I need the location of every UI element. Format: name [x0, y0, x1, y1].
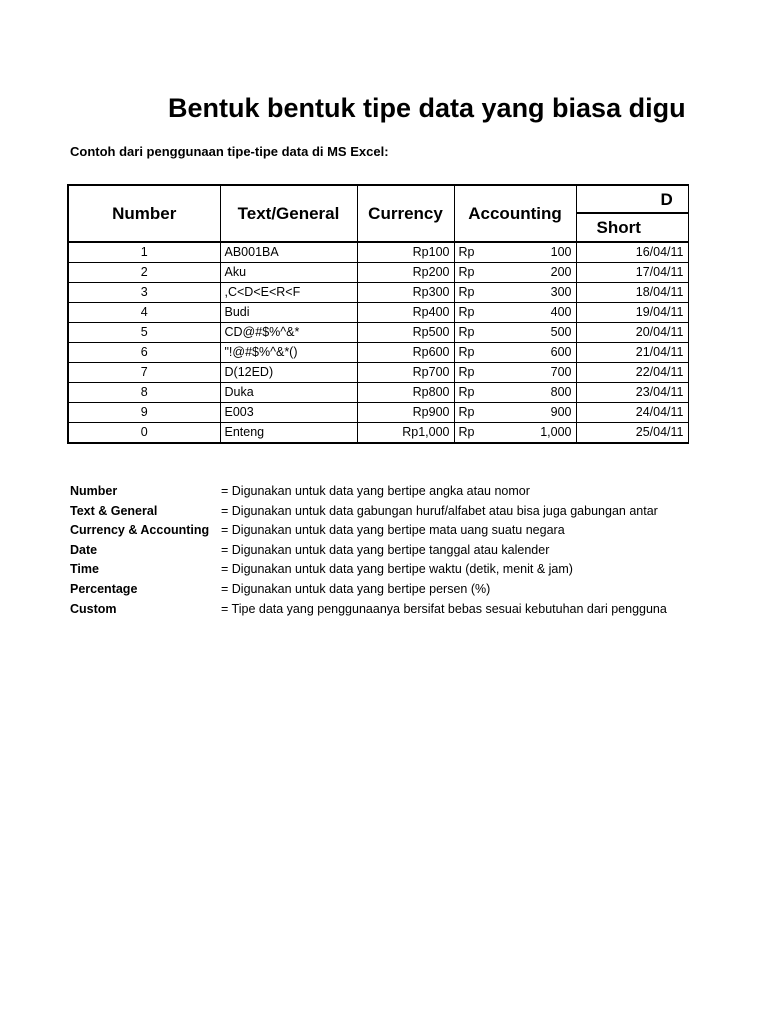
- cell-text: AB001BA: [220, 242, 357, 263]
- legend-description: = Digunakan untuk data gabungan huruf/alfabet atau bisa juga gabungan antar: [221, 503, 658, 518]
- accounting-symbol: Rp: [458, 325, 475, 339]
- cell-text: CD@#$%^&*: [220, 323, 357, 343]
- table-row: [68, 363, 688, 383]
- cell-number: 5: [68, 323, 220, 343]
- cell-text: D(12ED): [220, 363, 357, 383]
- cell-accounting: [454, 423, 576, 444]
- cell-text: "!@#$%^&*(): [220, 343, 357, 363]
- legend-term: Currency & Accounting: [70, 523, 210, 538]
- accounting-symbol: Rp: [458, 365, 475, 379]
- cell-date-short: 21/04/11: [576, 343, 688, 363]
- cell-currency: Rp1,000: [357, 423, 454, 444]
- table-row: [68, 303, 688, 323]
- cell-text: ,C<D<E<R<F: [220, 283, 357, 303]
- accounting-value: 300: [550, 285, 572, 299]
- table-body: [68, 242, 688, 443]
- header-number: Number: [68, 185, 220, 242]
- legend-row: [70, 541, 663, 561]
- accounting-symbol: Rp: [458, 245, 475, 259]
- data-type-table-viewport: [67, 184, 684, 446]
- accounting-symbol: Rp: [458, 385, 475, 399]
- cell-accounting: [454, 283, 576, 303]
- cell-currency: Rp700: [357, 363, 454, 383]
- page-title: Bentuk bentuk tipe data yang biasa digu: [168, 93, 686, 123]
- legend-row: [70, 482, 663, 502]
- legend-row: [70, 600, 667, 620]
- accounting-symbol: Rp: [458, 285, 475, 299]
- cell-accounting: [454, 303, 576, 323]
- cell-date-short: 23/04/11: [576, 383, 688, 403]
- accounting-value: 100: [550, 245, 572, 259]
- accounting-value: 700: [550, 365, 572, 379]
- accounting-value: 1,000: [540, 425, 572, 439]
- accounting-value: 900: [550, 405, 572, 419]
- legend-term: Number: [70, 484, 118, 498]
- cell-currency: Rp100: [357, 242, 454, 263]
- legend-row: [70, 521, 663, 541]
- cell-number: 6: [68, 343, 220, 363]
- table-row: [68, 423, 688, 444]
- accounting-symbol: Rp: [458, 405, 475, 419]
- header-text-general: Text/General: [220, 185, 357, 242]
- cell-date-short: 24/04/11: [576, 403, 688, 423]
- cell-text: E003: [220, 403, 357, 423]
- accounting-symbol: Rp: [458, 345, 475, 359]
- legend-term: Custom: [70, 601, 117, 616]
- header-date-short: Short: [576, 213, 688, 242]
- cell-accounting: [454, 403, 576, 423]
- legend-description: = Tipe data yang penggunaanya bersifat bebas sesuai kebutuhan dari pengguna: [221, 601, 667, 616]
- accounting-symbol: Rp: [458, 265, 475, 279]
- legend-description: = Digunakan untuk data yang bertipe tanggal atau kalender: [221, 542, 550, 557]
- cell-number: 9: [68, 403, 220, 423]
- legend-term: Percentage: [70, 581, 138, 596]
- cell-text: Aku: [220, 263, 357, 283]
- cell-number: 0: [68, 423, 220, 444]
- cell-text: Duka: [220, 383, 357, 403]
- accounting-value: 800: [550, 385, 572, 399]
- table-row: [68, 263, 688, 283]
- cell-date-short: 18/04/11: [576, 283, 688, 303]
- accounting-value: 600: [550, 345, 572, 359]
- cell-number: 1: [68, 242, 220, 263]
- header-date-group: D: [576, 185, 688, 213]
- cell-currency: Rp200: [357, 263, 454, 283]
- legend-description: = Digunakan untuk data yang bertipe angka atau nomor: [221, 484, 530, 498]
- accounting-symbol: Rp: [458, 425, 475, 439]
- page-subtitle: Contoh dari penggunaan tipe-tipe data di MS Excel:: [70, 144, 389, 159]
- cell-currency: Rp800: [357, 383, 454, 403]
- cell-text: Enteng: [220, 423, 357, 444]
- cell-currency: Rp500: [357, 323, 454, 343]
- cell-accounting: [454, 242, 576, 263]
- cell-date-short: 22/04/11: [576, 363, 688, 383]
- legend-description: = Digunakan untuk data yang bertipe mata uang suatu negara: [221, 523, 565, 538]
- cell-currency: Rp600: [357, 343, 454, 363]
- table-row: [68, 403, 688, 423]
- accounting-value: 500: [550, 325, 572, 339]
- cell-accounting: [454, 323, 576, 343]
- cell-accounting: [454, 263, 576, 283]
- cell-date-short: 16/04/11: [576, 242, 688, 263]
- cell-accounting: [454, 343, 576, 363]
- accounting-value: 400: [550, 305, 572, 319]
- cell-text: Budi: [220, 303, 357, 323]
- cell-number: 2: [68, 263, 220, 283]
- legend-row: [70, 502, 663, 522]
- cell-currency: Rp300: [357, 283, 454, 303]
- header-currency: Currency: [357, 185, 454, 242]
- table-row: [68, 383, 688, 403]
- accounting-symbol: Rp: [458, 305, 475, 319]
- legend-row: [70, 560, 663, 580]
- legend-description: = Digunakan untuk data yang bertipe persen (%): [221, 581, 491, 596]
- cell-accounting: [454, 363, 576, 383]
- cell-accounting: [454, 383, 576, 403]
- table-row: [68, 283, 688, 303]
- cell-number: 4: [68, 303, 220, 323]
- table-row: [68, 242, 688, 263]
- table-row: [68, 323, 688, 343]
- data-type-legend: [70, 482, 667, 619]
- legend-row: [70, 580, 663, 600]
- cell-number: 7: [68, 363, 220, 383]
- cell-date-short: 19/04/11: [576, 303, 688, 323]
- cell-number: 8: [68, 383, 220, 403]
- cell-currency: Rp400: [357, 303, 454, 323]
- legend-term: Text & General: [70, 503, 158, 518]
- cell-number: 3: [68, 283, 220, 303]
- accounting-value: 200: [550, 265, 572, 279]
- legend-term: Date: [70, 542, 98, 557]
- cell-date-short: 17/04/11: [576, 263, 688, 283]
- data-type-table: [67, 184, 689, 444]
- cell-date-short: 25/04/11: [576, 423, 688, 444]
- cell-date-short: 20/04/11: [576, 323, 688, 343]
- table-row: [68, 343, 688, 363]
- legend-description: = Digunakan untuk data yang bertipe waktu (detik, menit & jam): [221, 562, 573, 577]
- legend-term: Time: [70, 562, 99, 577]
- cell-currency: Rp900: [357, 403, 454, 423]
- header-accounting: Accounting: [454, 185, 576, 242]
